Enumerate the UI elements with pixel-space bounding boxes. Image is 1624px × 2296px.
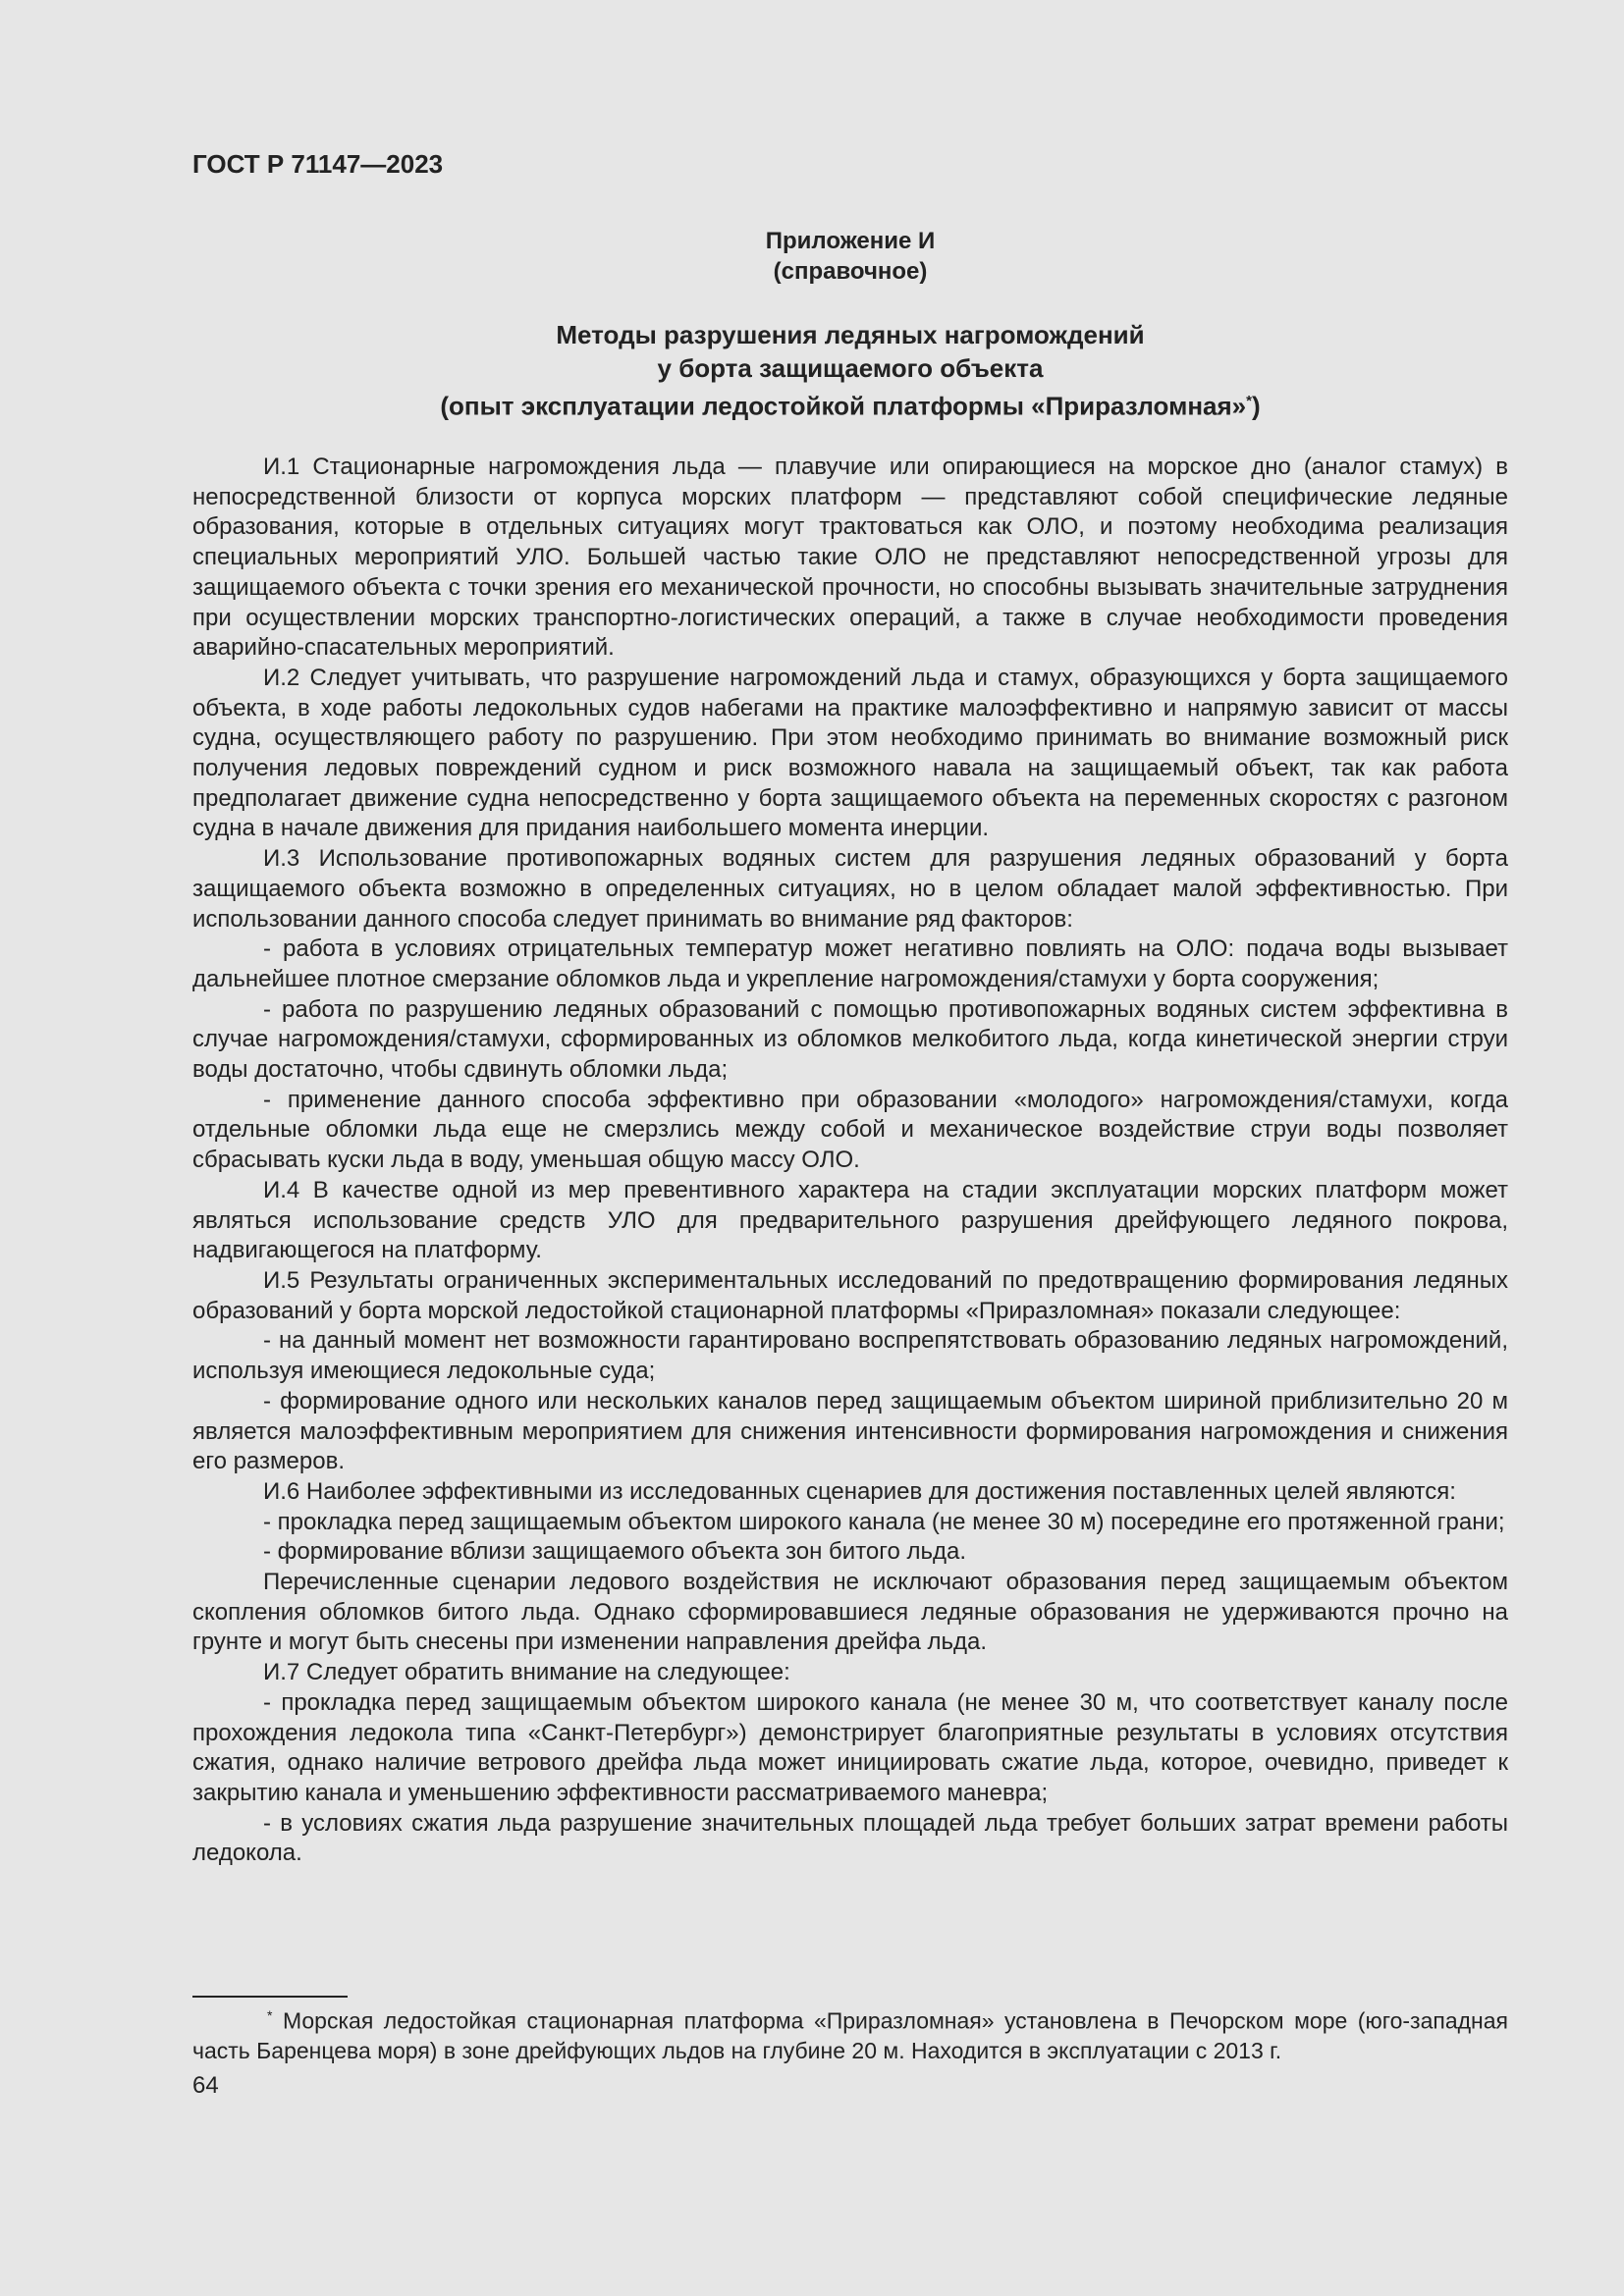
paragraph-scenarios: Перечисленные сценарии ледового воздействия не исключают образования перед защищаемым объектом скопления обломков битого льда. Однако сформировавшиеся ледяные образования не удерживаются прочно на грунте и могут быть снесены при изменении направления дрейфа льда. — [192, 1569, 1508, 1656]
footnote-mark: * — [267, 2007, 273, 2023]
paragraph-i3: И.3 Использование противопожарных водяных систем для разрушения ледяных образований у борта защищаемого объекта возможно в определенных ситуациях, но в целом обладает малой эффективностью. При использовании данного способа следует принимать во внимание ряд факторов: — [192, 845, 1508, 933]
paragraph-i7: И.7 Следует обратить внимание на следующее: — [263, 1659, 790, 1686]
list-item: - работа в условиях отрицательных температур может негативно повлиять на ОЛО: подача воды вызывает дальнейшее плотное смерзание обломков льда и укрепление нагромождения/стамухи у борта сооружения; — [192, 935, 1508, 992]
list-item: - в условиях сжатия льда разрушение значительных площадей льда требует больших затрат времени работы ледокола. — [192, 1809, 1508, 1867]
annex-status: (справочное) — [773, 258, 928, 285]
list-item: - применение данного способа эффективно при образовании «молодого» нагромождения/стамухи, когда отдельные обломки льда еще не смерзлись между собой и механическое воздействие струи воды позволяет сбрасывать куски льда в воду, уменьшая общую массу ОЛО. — [192, 1086, 1508, 1174]
paragraph-i4: И.4 В качестве одной из мер превентивного характера на стадии эксплуатации морских платформ может являться использование средств УЛО для предварительного разрушения дрейфующего ледяного покрова, надвигающегося на платформу. — [192, 1176, 1508, 1264]
paragraph-i5: И.5 Результаты ограниченных экспериментальных исследований по предотвращению формирования ледяных образований у борта морской ледостойкой стационарной платформы «Приразломная» показали следующее: — [192, 1266, 1508, 1324]
document-id: ГОСТ Р 71147—2023 — [192, 149, 444, 179]
annex-title — [192, 318, 1508, 423]
page-number: 64 — [192, 2072, 219, 2099]
list-item: - формирование вблизи защищаемого объекта зон битого льда. — [263, 1538, 967, 1566]
list-item: - на данный момент нет возможности гарантировано воспрепятствовать образованию ледяных нагромождений, используя имеющиеся ледокольные суда; — [192, 1327, 1508, 1385]
list-item: - формирование одного или нескольких каналов перед защищаемым объектом шириной приблизительно 20 м является малоэффективным мероприятием для снижения интенсивности формирования нагромождения и снижения его размеров. — [192, 1387, 1508, 1475]
footnote — [192, 2001, 1508, 2065]
footnote-mark: * — [1246, 393, 1252, 409]
annex-label: Приложение И — [765, 228, 936, 254]
title-line-2: у борта защищаемого объекта — [657, 353, 1044, 383]
footnote-text: Морская ледостойкая стационарная платформа «Приразломная» установлена в Печорском море (юго-западная часть Баренцева моря) в зоне дрейфующих льдов на глубине 20 м. Находится в эксплуатации с 2013 г. — [192, 2007, 1508, 2063]
list-item: - работа по разрушению ледяных образований с помощью противопожарных водяных систем эффективна в случае нагромождения/стамухи, сформированных из обломков мелкобитого льда, когда кинетической энергии струи воды достаточно, чтобы сдвинуть обломки льда; — [192, 995, 1508, 1084]
title-line-1: Методы разрушения ледяных нагромождений — [556, 320, 1145, 349]
list-item: - прокладка перед защищаемым объектом широкого канала (не менее 30 м) посередине его протяженной грани; — [263, 1508, 1505, 1535]
body-text — [192, 453, 1508, 1869]
paragraph-i1: И.1 Стационарные нагромождения льда — плавучие или опирающиеся на морское дно (аналог стамух) в непосредственной близости от корпуса морских платформ — представляют собой специфические ледяные образования, которые в отдельных ситуациях могут трактоваться как ОЛО, и поэтому необходима реализация специальных мероприятий УЛО. Большей частью такие ОЛО не представляют непосредственной угрозы для защищаемого объекта с точки зрения его механической прочности, но способны вызывать значительные затруднения при осуществлении морских транспортно-логистических операций, а также в случае необходимости проведения аварийно-спасательных мероприятий. — [192, 454, 1508, 662]
paragraph-i2: И.2 Следует учитывать, что разрушение нагромождений льда и стамух, образующихся у борта защищаемого объекта, в ходе работы ледокольных судов набегами на практике малоэффективно и напрямую зависит от массы судна, осуществляющего работу по разрушению. При этом необходимо принимать во внимание возможный риск получения ледовых повреждений судном и риск возможного навала на защищаемый объект, так как работа предполагает движение судна непосредственно у борта защищаемого объекта на переменных скоростях с разгоном судна в начале движения для придания наибольшего момента инерции. — [192, 664, 1508, 842]
list-item: - прокладка перед защищаемым объектом широкого канала (не менее 30 м, что соответствует каналу после прохождения ледокола типа «Санкт-Петербург») демонстрирует благоприятные результаты в условиях отсутствия сжатия, однако наличие ветрового дрейфа льда может инициировать сжатие льда, которое, очевидно, приведет к закрытию канала и уменьшению эффективности рассматриваемого маневра; — [192, 1688, 1508, 1806]
title-line-3: (опыт эксплуатации ледостойкой платформы «Приразломная»*) — [440, 391, 1261, 421]
footnote-divider — [192, 1996, 348, 1998]
annex-heading — [192, 226, 1508, 287]
paragraph-i6: И.6 Наиболее эффективными из исследованных сценариев для достижения поставленных целей являются: — [263, 1477, 1456, 1505]
